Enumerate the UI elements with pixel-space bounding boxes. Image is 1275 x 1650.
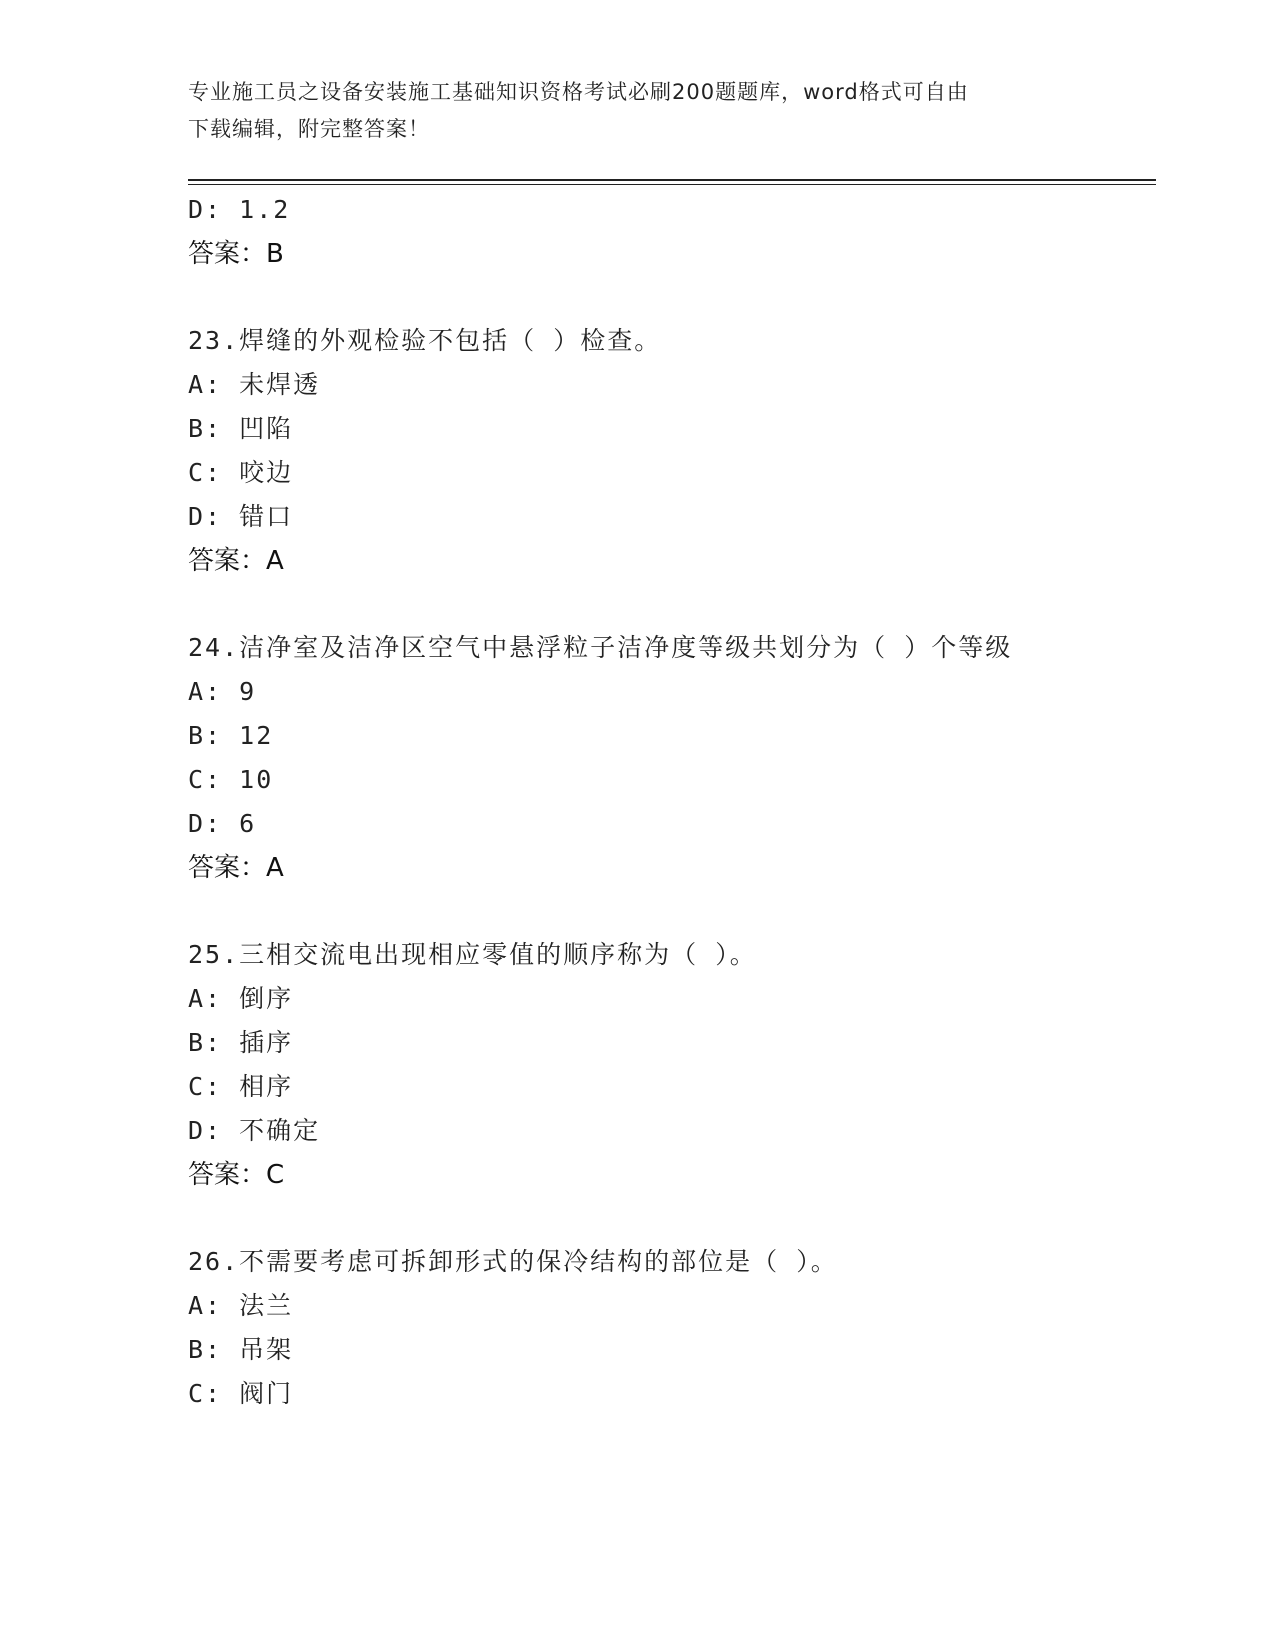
question-24-stem: 24.洁净室及洁净区空气中悬浮粒子洁净度等级共划分为（ ）个等级	[188, 633, 1013, 662]
question-24-option-a: A: 9	[188, 677, 257, 706]
question-25-answer: 答案：C	[188, 1160, 285, 1190]
question-23-option-d: D: 错口	[188, 502, 294, 531]
question-24-option-b: B: 12	[188, 721, 274, 750]
prev-answer: 答案：B	[188, 239, 284, 269]
question-23-answer: 答案：A	[188, 546, 284, 576]
question-26-option-b: B: 吊架	[188, 1335, 294, 1364]
question-23-option-a: A: 未焊透	[188, 370, 321, 399]
question-23-option-b: B: 凹陷	[188, 414, 294, 443]
header-line-2: 下载编辑，附完整答案！	[188, 117, 430, 141]
document-header	[188, 74, 1088, 148]
question-24-option-c: C: 10	[188, 765, 274, 794]
question-25-option-d: D: 不确定	[188, 1116, 321, 1145]
question-25-option-c: C: 相序	[188, 1072, 294, 1101]
question-25-option-b: B: 插序	[188, 1028, 294, 1057]
header-line-1: 专业施工员之设备安装施工基础知识资格考试必刷200题题库，word格式可自由	[188, 80, 969, 104]
question-24-option-d: D: 6	[188, 809, 257, 838]
question-23-option-c: C: 咬边	[188, 458, 294, 487]
question-26-option-a: A: 法兰	[188, 1291, 294, 1320]
question-25-stem: 25.三相交流电出现相应零值的顺序称为（ ）。	[188, 940, 757, 969]
prev-option-d: D: 1.2	[188, 195, 291, 224]
question-23-stem: 23.焊缝的外观检验不包括（ ）检查。	[188, 326, 662, 355]
question-26-option-c: C: 阀门	[188, 1379, 294, 1408]
header-divider-thick	[188, 179, 1156, 181]
question-24-answer: 答案：A	[188, 853, 284, 883]
header-divider-thin	[188, 184, 1156, 185]
question-25-option-a: A: 倒序	[188, 984, 294, 1013]
question-26-stem: 26.不需要考虑可拆卸形式的保冷结构的部位是（ ）。	[188, 1247, 838, 1276]
